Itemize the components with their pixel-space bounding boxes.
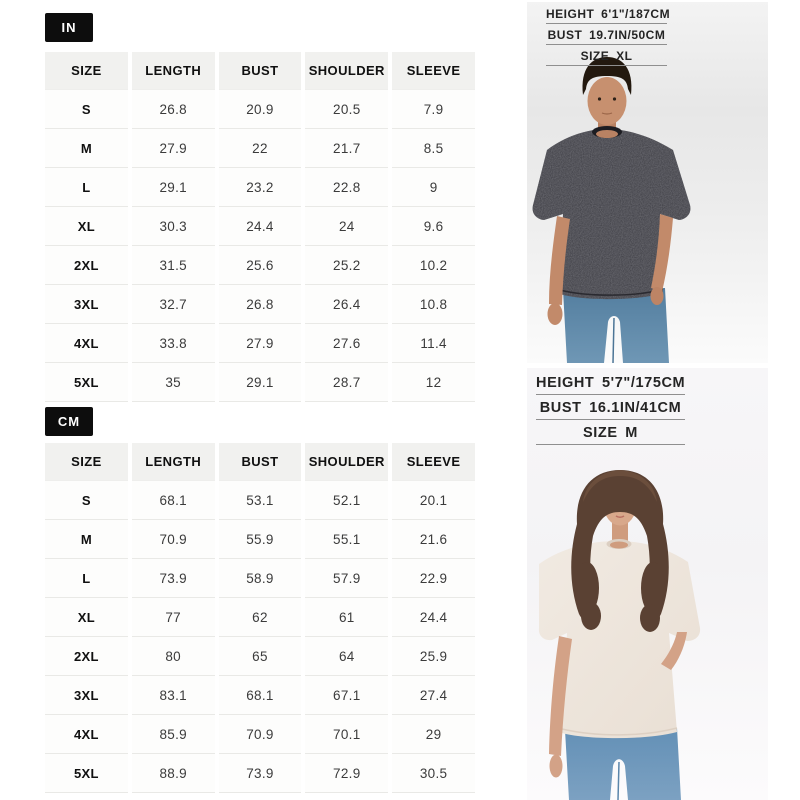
measurement-value: 27.6: [305, 324, 388, 363]
measurement-value: 30.5: [392, 754, 475, 793]
male-bust-spec: BUST 19.7IN/50CM: [546, 28, 667, 45]
size-label: L: [45, 168, 128, 207]
size-row-2xl: [45, 246, 475, 285]
size-row-m: [45, 129, 475, 168]
column-header-bust: BUST: [219, 443, 302, 480]
size-label: 3XL: [45, 676, 128, 715]
measurement-value: 73.9: [132, 559, 215, 598]
size-row-xl: [45, 207, 475, 246]
measurement-value: 27.9: [132, 129, 215, 168]
measurement-value: 10.8: [392, 285, 475, 324]
measurement-value: 35: [132, 363, 215, 402]
column-header-sleeve: SLEEVE: [392, 443, 475, 480]
female-spec-block: [536, 375, 685, 450]
column-header-size: SIZE: [45, 52, 128, 89]
size-label: XL: [45, 207, 128, 246]
size-row-4xl: [45, 715, 475, 754]
size-label: S: [45, 480, 128, 520]
measurement-value: 72.9: [305, 754, 388, 793]
header-row: [45, 443, 475, 480]
measurement-value: 22: [219, 129, 302, 168]
measurement-value: 30.3: [132, 207, 215, 246]
measurement-value: 83.1: [132, 676, 215, 715]
measurement-value: 25.6: [219, 246, 302, 285]
measurement-value: 21.6: [392, 520, 475, 559]
size-label: XL: [45, 598, 128, 637]
female-jeans: [565, 728, 681, 800]
size-label: 2XL: [45, 246, 128, 285]
measurement-value: 20.9: [219, 89, 302, 129]
measurement-value: 11.4: [392, 324, 475, 363]
measurement-value: 26.4: [305, 285, 388, 324]
measurement-value: 27.4: [392, 676, 475, 715]
measurement-value: 88.9: [132, 754, 215, 793]
unit-badge-cm: CM: [45, 407, 93, 436]
measurement-value: 10.2: [392, 246, 475, 285]
size-label: 3XL: [45, 285, 128, 324]
female-model-panel: [527, 368, 768, 800]
measurement-value: 24.4: [219, 207, 302, 246]
column-header-length: LENGTH: [132, 52, 215, 89]
size-row-4xl: [45, 324, 475, 363]
header-row: [45, 52, 475, 89]
measurement-value: 25.9: [392, 637, 475, 676]
size-row-3xl: [45, 285, 475, 324]
measurement-value: 7.9: [392, 89, 475, 129]
measurement-value: 24: [305, 207, 388, 246]
size-label: L: [45, 559, 128, 598]
size-label: 2XL: [45, 637, 128, 676]
size-row-2xl: [45, 637, 475, 676]
column-header-shoulder: SHOULDER: [305, 52, 388, 89]
measurement-value: 12: [392, 363, 475, 402]
female-height-spec: HEIGHT 5'7"/175CM: [536, 375, 685, 395]
unit-badge-in: IN: [45, 13, 93, 42]
male-model-panel: [527, 2, 768, 363]
measurement-value: 55.9: [219, 520, 302, 559]
measurement-value: 28.7: [305, 363, 388, 402]
measurement-value: 70.9: [219, 715, 302, 754]
measurement-value: 25.2: [305, 246, 388, 285]
measurement-value: 53.1: [219, 480, 302, 520]
measurement-value: 29.1: [219, 363, 302, 402]
measurement-value: 29: [392, 715, 475, 754]
size-table-centimeters: [41, 443, 479, 793]
measurement-value: 70.1: [305, 715, 388, 754]
size-row-xl: [45, 598, 475, 637]
measurement-value: 73.9: [219, 754, 302, 793]
male-size-spec: SIZE XL: [546, 49, 667, 66]
measurement-value: 65: [219, 637, 302, 676]
measurement-value: 61: [305, 598, 388, 637]
measurement-value: 21.7: [305, 129, 388, 168]
measurement-value: 32.7: [132, 285, 215, 324]
measurement-value: 31.5: [132, 246, 215, 285]
measurement-value: 27.9: [219, 324, 302, 363]
measurement-value: 8.5: [392, 129, 475, 168]
size-label: 4XL: [45, 715, 128, 754]
size-row-5xl: [45, 363, 475, 402]
measurement-value: 68.1: [132, 480, 215, 520]
measurement-value: 24.4: [392, 598, 475, 637]
measurement-value: 29.1: [132, 168, 215, 207]
size-row-3xl: [45, 676, 475, 715]
size-label: S: [45, 89, 128, 129]
measurement-value: 9.6: [392, 207, 475, 246]
measurement-value: 77: [132, 598, 215, 637]
column-header-size: SIZE: [45, 443, 128, 480]
size-row-l: [45, 168, 475, 207]
size-row-s: [45, 480, 475, 520]
column-header-bust: BUST: [219, 52, 302, 89]
measurement-value: 85.9: [132, 715, 215, 754]
male-height-spec: HEIGHT 6'1"/187CM: [546, 7, 667, 24]
column-header-shoulder: SHOULDER: [305, 443, 388, 480]
measurement-value: 20.5: [305, 89, 388, 129]
measurement-value: 67.1: [305, 676, 388, 715]
female-bust-spec: BUST 16.1IN/41CM: [536, 400, 685, 420]
size-row-m: [45, 520, 475, 559]
column-header-sleeve: SLEEVE: [392, 52, 475, 89]
measurement-value: 9: [392, 168, 475, 207]
size-row-5xl: [45, 754, 475, 793]
measurement-value: 57.9: [305, 559, 388, 598]
size-label: 5XL: [45, 754, 128, 793]
measurement-value: 20.1: [392, 480, 475, 520]
size-label: M: [45, 129, 128, 168]
measurement-value: 80: [132, 637, 215, 676]
measurement-value: 55.1: [305, 520, 388, 559]
measurement-value: 33.8: [132, 324, 215, 363]
measurement-value: 26.8: [132, 89, 215, 129]
size-label: 5XL: [45, 363, 128, 402]
size-row-l: [45, 559, 475, 598]
measurement-value: 64: [305, 637, 388, 676]
measurement-value: 26.8: [219, 285, 302, 324]
measurement-value: 58.9: [219, 559, 302, 598]
column-header-length: LENGTH: [132, 443, 215, 480]
size-label: M: [45, 520, 128, 559]
measurement-value: 22.9: [392, 559, 475, 598]
size-label: 4XL: [45, 324, 128, 363]
male-spec-block: [546, 7, 671, 70]
size-row-s: [45, 89, 475, 129]
female-size-spec: SIZE M: [536, 425, 685, 445]
male-face: [588, 77, 627, 125]
measurement-value: 52.1: [305, 480, 388, 520]
measurement-value: 62: [219, 598, 302, 637]
measurement-value: 68.1: [219, 676, 302, 715]
size-table-inches: [41, 52, 479, 402]
measurement-value: 23.2: [219, 168, 302, 207]
measurement-value: 22.8: [305, 168, 388, 207]
measurement-value: 70.9: [132, 520, 215, 559]
